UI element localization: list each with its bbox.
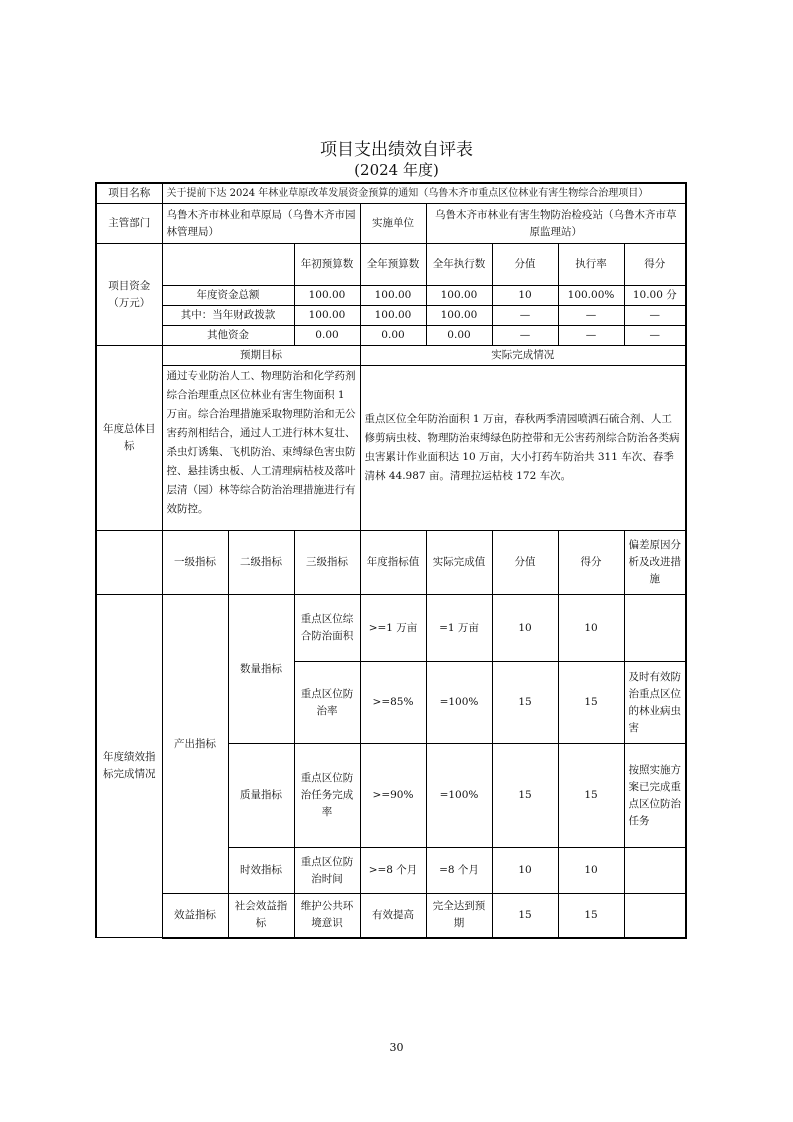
- impl-value: 乌鲁木齐市林业有害生物防治检疫站（乌鲁木齐市草原监理站）: [426, 204, 686, 244]
- level3-indicator: 重点区位防治任务完成率: [294, 744, 360, 848]
- score: 15: [558, 744, 624, 848]
- indicator-header: 三级指标: [294, 531, 360, 595]
- target-value: >=1 万亩: [360, 595, 426, 662]
- funds-cell: 0.00: [360, 326, 426, 346]
- level1-benefit: 效益指标: [162, 894, 228, 938]
- score-value: 15: [492, 894, 558, 938]
- target-value: >=85%: [360, 662, 426, 744]
- actual-value: 完全达到预期: [426, 894, 492, 938]
- funds-cell: 10: [492, 286, 558, 306]
- funds-cell: —: [624, 326, 686, 346]
- deviation-note: [624, 595, 686, 662]
- actual-value: =8 个月: [426, 848, 492, 894]
- level2-time: 时效指标: [228, 848, 294, 894]
- funds-header-blank: [162, 244, 294, 286]
- deviation-note: 及时有效防治重点区位的林业病虫害: [624, 662, 686, 744]
- score: 10: [558, 848, 624, 894]
- score-value: 10: [492, 848, 558, 894]
- funds-header: 年初预算数: [294, 244, 360, 286]
- funds-header: 全年预算数: [360, 244, 426, 286]
- funds-row-name: 年度资金总额: [162, 286, 294, 306]
- level2-social: 社会效益指标: [228, 894, 294, 938]
- level3-indicator: 维护公共环境意识: [294, 894, 360, 938]
- funds-cell: —: [558, 306, 624, 326]
- funds-cell: —: [558, 326, 624, 346]
- level2-quality: 质量指标: [228, 744, 294, 848]
- goals-expected-header: 预期目标: [162, 346, 360, 366]
- indicator-header: 年度指标值: [360, 531, 426, 595]
- funds-header: 分值: [492, 244, 558, 286]
- level3-indicator: 重点区位综合防治面积: [294, 595, 360, 662]
- actual-value: =100%: [426, 662, 492, 744]
- target-value: >=90%: [360, 744, 426, 848]
- dept-value: 乌鲁木齐市林业和草原局（乌鲁木齐市园林管理局）: [162, 204, 360, 244]
- page-number: 30: [389, 1041, 404, 1054]
- score-value: 15: [492, 662, 558, 744]
- score-value: 10: [492, 595, 558, 662]
- deviation-note: 按照实施方案已完成重点区位防治任务: [624, 744, 686, 848]
- indicator-header: 二级指标: [228, 531, 294, 595]
- indicators-section-label: 年度绩效指标完成情况: [96, 595, 162, 938]
- level3-indicator: 重点区位防治率: [294, 662, 360, 744]
- funds-cell: —: [624, 306, 686, 326]
- level1-output: 产出指标: [162, 595, 228, 894]
- level3-indicator: 重点区位防治时间: [294, 848, 360, 894]
- funds-cell: 10.00 分: [624, 286, 686, 306]
- indicator-header: 分值: [492, 531, 558, 595]
- indicator-header: 一级指标: [162, 531, 228, 595]
- funds-cell: —: [492, 306, 558, 326]
- score: 15: [558, 894, 624, 938]
- goals-actual-header: 实际完成情况: [360, 346, 686, 366]
- performance-table: [95, 182, 687, 939]
- goals-actual-text: 重点区位全年防治面积 1 万亩，春秋两季清园喷洒石硫合剂、人工修剪病虫枝、物理防治束缚绿色防控带和无公害药剂综合防治各类病虫害累计作业面积达 10 万亩，大小打药车防治共 311 车次、春季清林 44.987 亩。清理拉运枯枝 172 车次。: [360, 366, 686, 531]
- project-name-label: 项目名称: [96, 183, 162, 204]
- funds-cell: 100.00: [426, 286, 492, 306]
- funds-cell: 100.00: [294, 286, 360, 306]
- funds-row-name: 其中：当年财政拨款: [162, 306, 294, 326]
- indicator-header: 得分: [558, 531, 624, 595]
- deviation-note: [624, 848, 686, 894]
- deviation-note: [624, 894, 686, 938]
- project-name-value: 关于提前下达 2024 年林业草原改革发展资金预算的通知（乌鲁木齐市重点区位林业有害生物综合治理项目）: [162, 183, 686, 204]
- goals-expected-text: 通过专业防治人工、物理防治和化学药剂综合治理重点区位林业有害生物面积 1 万亩。综合治理措施采取物理防治和无公害药剂相结合，通过人工进行林木复壮、杀虫灯诱集、飞机防治、束缚绿色害虫防控、悬挂诱虫板、人工清理病枯枝及落叶层清（园）林等综合防治治理措施进行有效防控。: [162, 366, 360, 531]
- funds-cell: 100.00%: [558, 286, 624, 306]
- level2-quantity: 数量指标: [228, 595, 294, 744]
- score: 10: [558, 595, 624, 662]
- funds-header: 执行率: [558, 244, 624, 286]
- funds-cell: 100.00: [426, 306, 492, 326]
- funds-row-name: 其他资金: [162, 326, 294, 346]
- funds-cell: 100.00: [360, 306, 426, 326]
- indicator-header: 偏差原因分析及改进措施: [624, 531, 686, 595]
- impl-label: 实施单位: [360, 204, 426, 244]
- document-subtitle: (2024 年度): [354, 161, 439, 179]
- indicator-header: 实际完成值: [426, 531, 492, 595]
- target-value: 有效提高: [360, 894, 426, 938]
- funds-cell: 100.00: [360, 286, 426, 306]
- target-value: >=8 个月: [360, 848, 426, 894]
- funds-cell: 0.00: [294, 326, 360, 346]
- funds-header: 全年执行数: [426, 244, 492, 286]
- funds-cell: —: [492, 326, 558, 346]
- score: 15: [558, 662, 624, 744]
- dept-label: 主管部门: [96, 204, 162, 244]
- indicators-header-blank: [96, 531, 162, 595]
- document-title: 项目支出绩效自评表: [320, 140, 473, 160]
- actual-value: =100%: [426, 744, 492, 848]
- funds-label: 项目资金（万元）: [96, 244, 162, 346]
- score-value: 15: [492, 744, 558, 848]
- funds-cell: 100.00: [294, 306, 360, 326]
- goals-label: 年度总体目标: [96, 346, 162, 531]
- funds-header: 得分: [624, 244, 686, 286]
- funds-cell: 0.00: [426, 326, 492, 346]
- actual-value: =1 万亩: [426, 595, 492, 662]
